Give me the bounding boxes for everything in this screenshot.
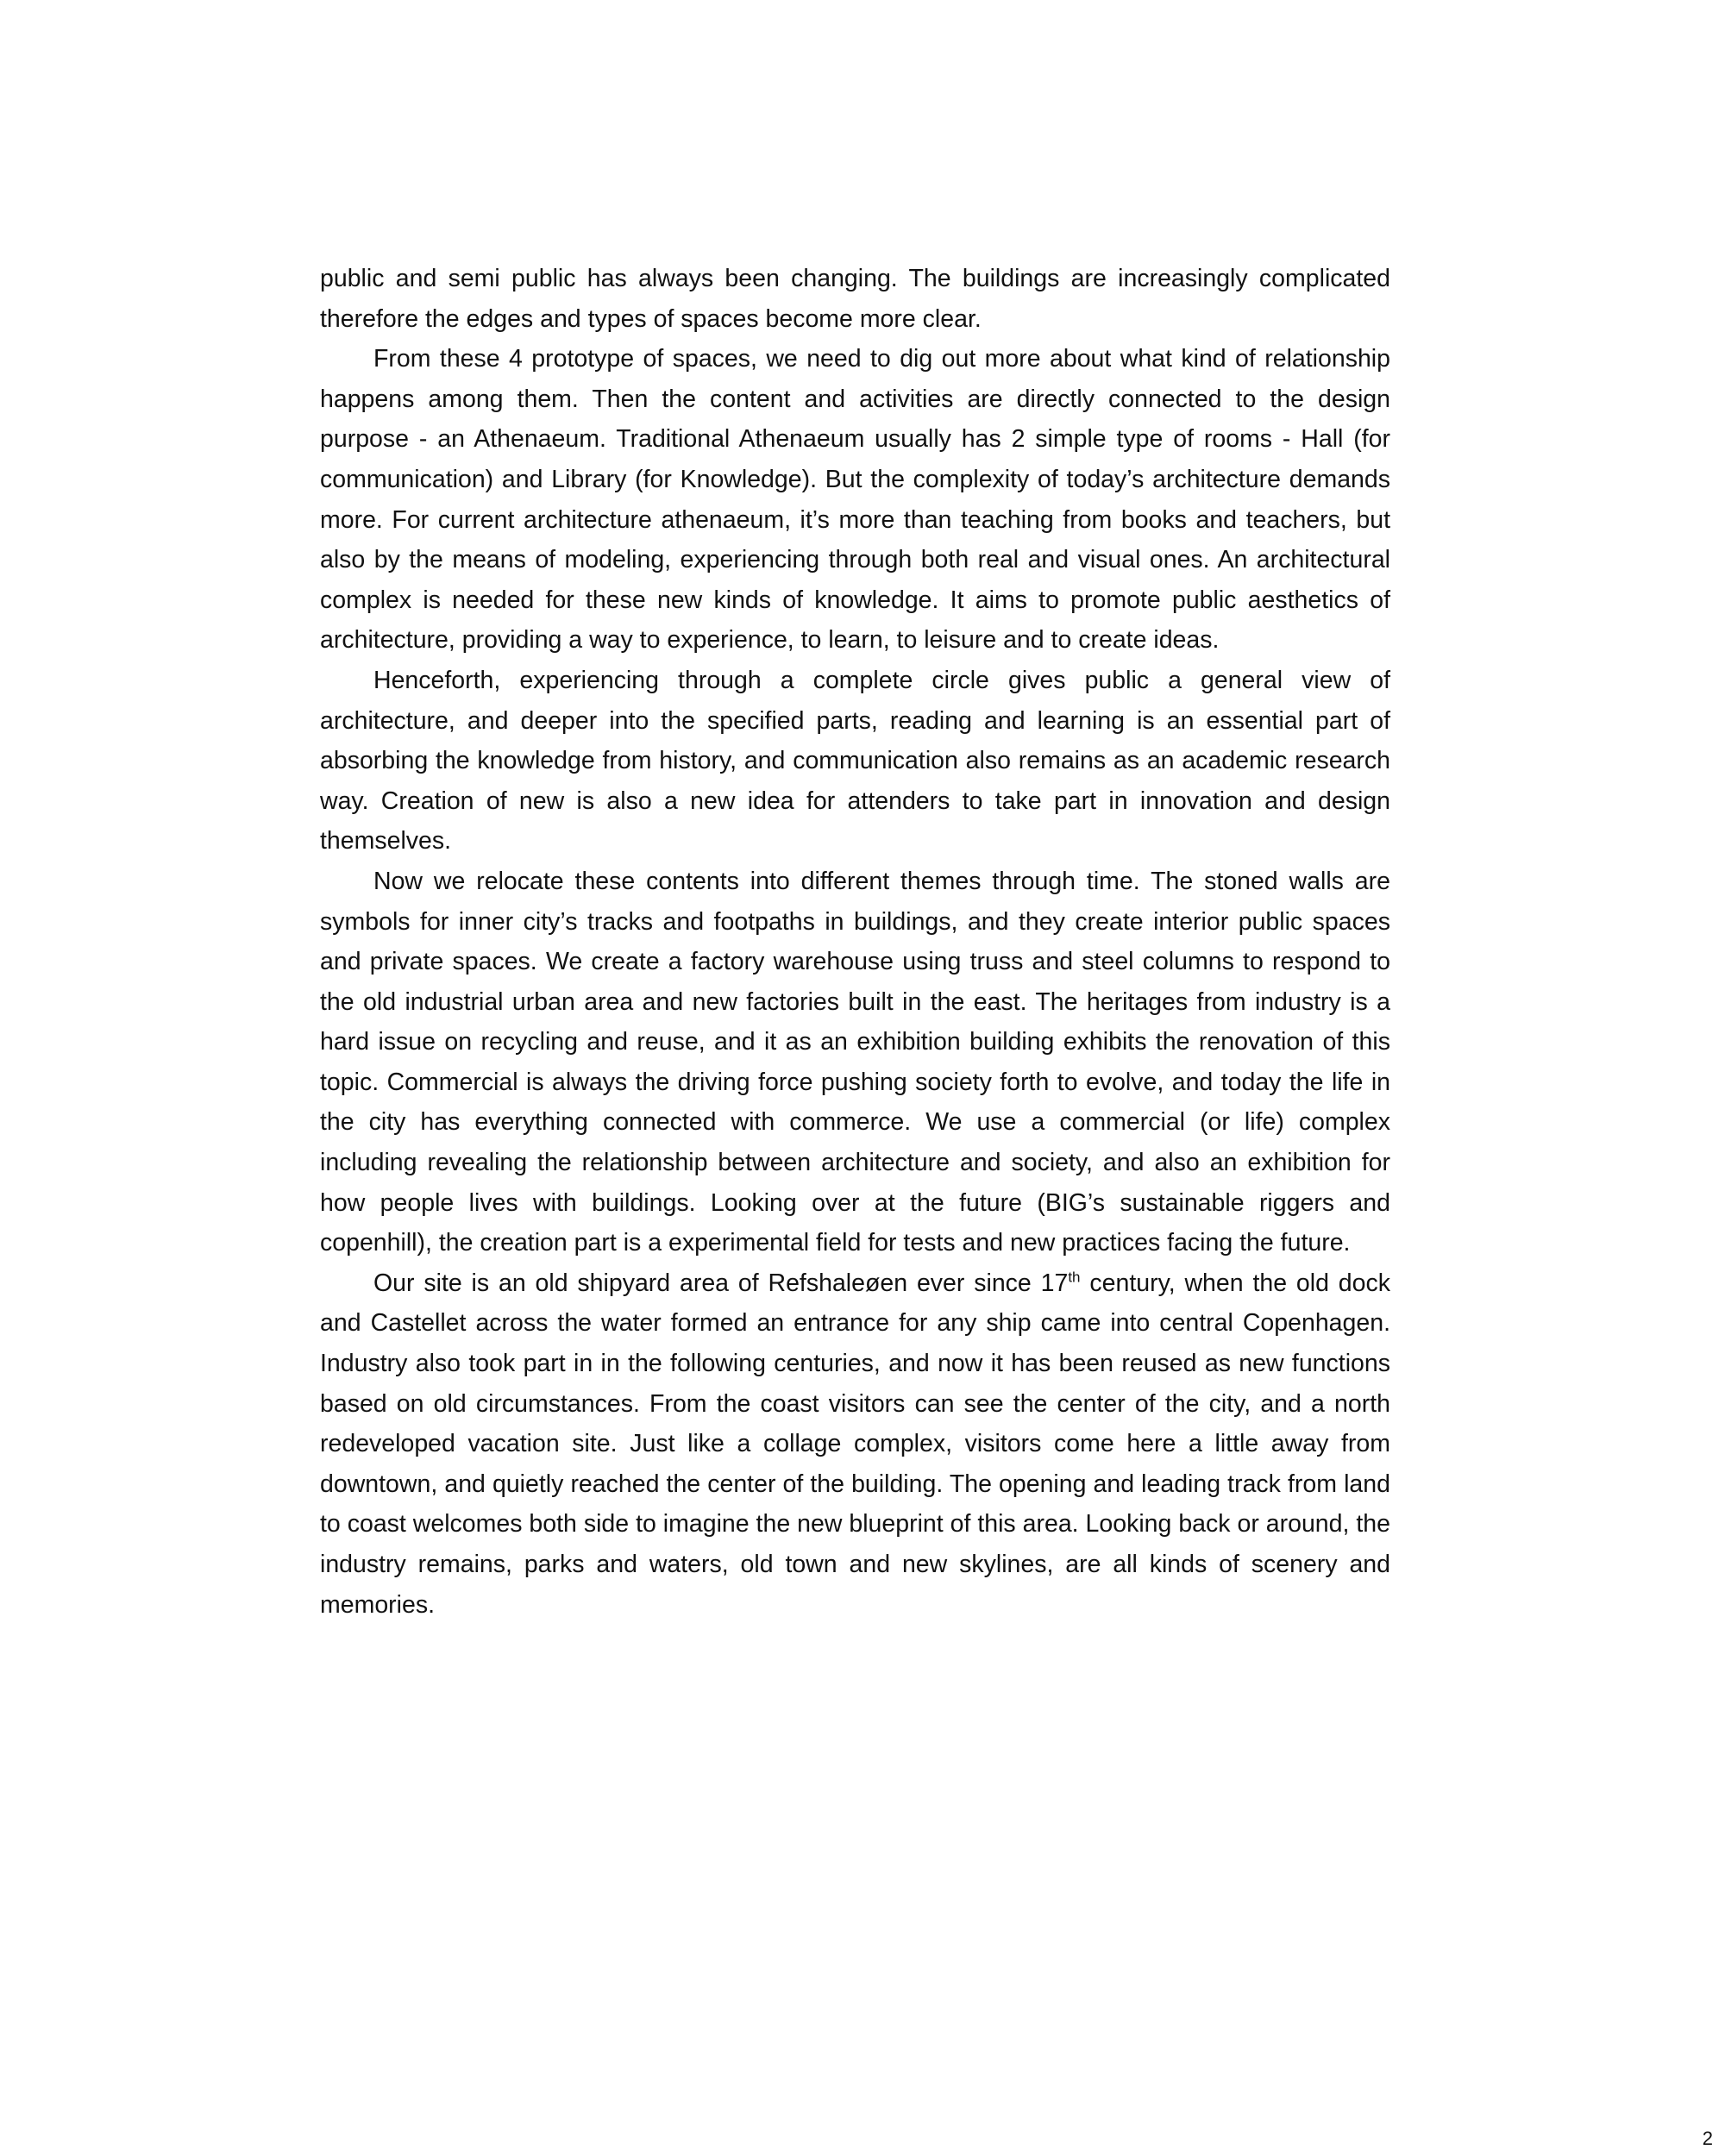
paragraph-continuation: public and semi public has always been changing. The buildings are increasingly complicated therefore the edges and types of spaces become more clear.: [320, 265, 1390, 333]
page-number: 2: [1702, 2128, 1713, 2149]
paragraph-henceforth: Henceforth, experiencing through a complete circle gives public a general view of architecture, and deeper into the specified parts, reading and learning is an essential part of absorbing the knowledge from history, and communication also remains as an academic research way. Creation of new is also a new idea for attenders to take part in innovation and design themselves.: [320, 666, 1390, 856]
paragraph-site: [320, 1263, 1390, 1625]
site-text-start: Our site is an old shipyard area of Refshaleøen ever since 17: [373, 1269, 1069, 1297]
body-text: [320, 259, 1390, 1625]
paragraph-relocate-contents: Now we relocate these contents into different themes through time. The stoned walls are symbols for inner city’s tracks and footpaths in buildings, and they create interior public spaces and private spaces. We create a factory warehouse using truss and steel columns to respond to the old industrial urban area and new factories built in the east. The heritages from industry is a hard issue on recycling and reuse, and it as an exhibition building exhibits the renovation of this topic. Commercial is always the driving force pushing society forth to evolve, and today the life in the city has everything connected with commerce. We use a commercial (or life) complex including revealing the relationship between architecture and society, and also an exhibition for how people lives with buildings. Looking over at the future (BIG’s sustainable riggers and copenhill), the creation part is a experimental field for tests and new practices facing the future.: [320, 867, 1390, 1257]
site-text-end: century, when the old dock and Castellet across the water formed an entrance for any ship came into central Copenhagen. Industry also took part in in the following centuries, and now it has been reused as new functions based on old circumstances. From the coast visitors can see the center of the city, and a north redeveloped vacation site. Just like a collage complex, visitors come here a little away from downtown, and quietly reached the center of the building. The opening and leading track from land to coast welcomes both side to imagine the new blueprint of this area. Looking back or around, the industry remains, parks and waters, old town and new skylines, are all kinds of scenery and memories.: [320, 1269, 1391, 1619]
ordinal-superscript: th: [1068, 1269, 1081, 1286]
paragraph-prototype-spaces: From these 4 prototype of spaces, we need to dig out more about what kind of relationship happens among them. Then the content and activities are directly connected to the design purpose - an Athenaeum. Traditional Athenaeum usually has 2 simple type of rooms - Hall (for communication) and Library (for Knowledge). But the complexity of today’s architecture demands more. For current architecture athenaeum, it’s more than teaching from books and teachers, but also by the means of modeling, experiencing through both real and visual ones. An architectural complex is needed for these new kinds of knowledge. It aims to promote public aesthetics of architecture, providing a way to experience, to learn, to leisure and to create ideas.: [320, 345, 1390, 655]
